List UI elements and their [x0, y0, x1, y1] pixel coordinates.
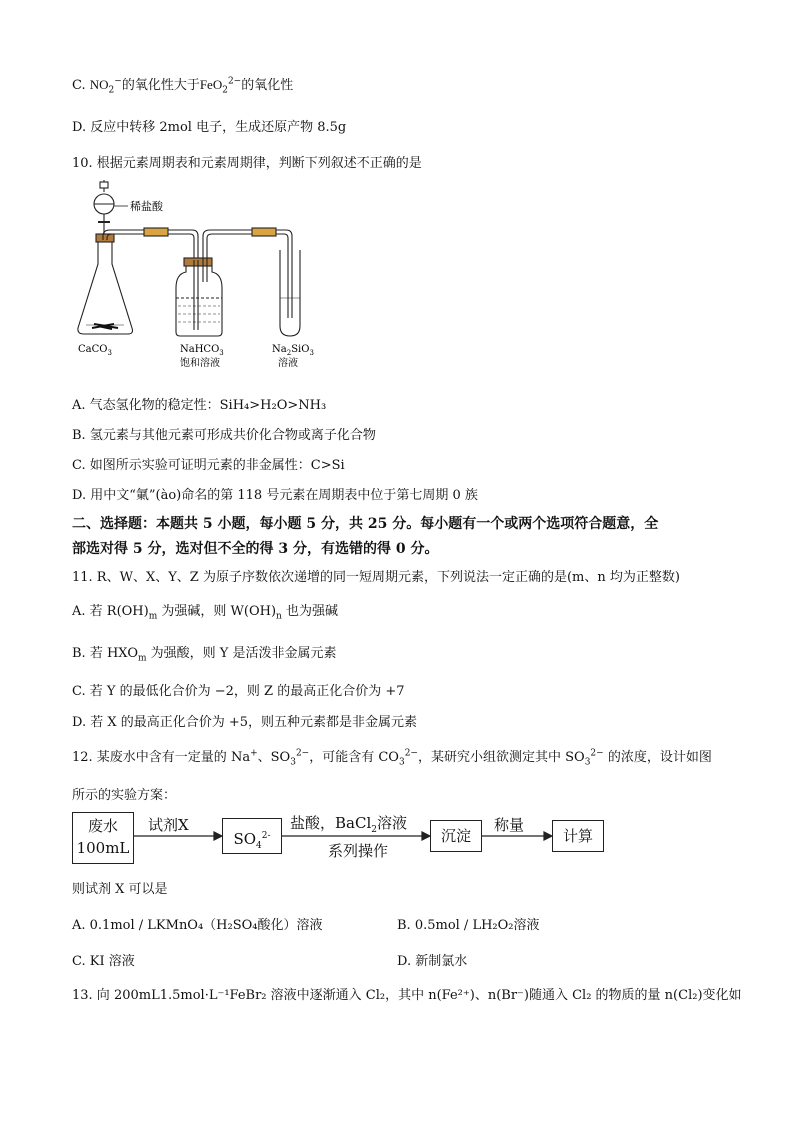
label-nahco3: NaHCO$_3$ — [180, 344, 224, 357]
q9-option-c: C. $NO_2^-$的氧化性大于FeO$_2^{2-}$的氧化性 — [72, 76, 294, 96]
q12-ask: 则试剂 X 可以是 — [72, 882, 168, 897]
flow-box-calculate: 计算 — [552, 820, 604, 852]
q12-option-b: B. 0.5mol / LH₂O₂溶液 — [397, 918, 540, 933]
experiment-flowchart — [72, 810, 612, 870]
connecting-tube-2 — [203, 228, 292, 318]
q12-option-c: C. KI 溶液 — [72, 954, 135, 969]
section2-line2: 部选对得 5 分，选对但不全的得 3 分，有选错的得 0 分。 — [72, 541, 439, 557]
q12-stem: 12. 某废水中含有一定量的 Na+、$SO_3^{2-}$，可能含有 $CO_3^{2-}$，某研究小组欲测定其中 $SO_3^{2-}$ 的浓度，设计如图 — [72, 748, 712, 768]
q12-stem-line2: 所示的实验方案： — [72, 788, 177, 803]
flow-arrows-svg — [72, 810, 612, 870]
apparatus-diagram — [72, 178, 332, 373]
label-na2sio3: $Na_2SiO_3$ — [272, 344, 314, 357]
q10-stem: 10. 根据元素周期表和元素周期律，判断下列叙述不正确的是 — [72, 156, 422, 171]
q11-option-b: B. 若 $HXO_m$ 为强酸，则 Y 是活泼非金属元素 — [72, 646, 337, 664]
label-na2sio3-sol: 溶液 — [278, 358, 298, 369]
flow-box-precipitate: 沉淀 — [430, 820, 482, 852]
separatory-funnel — [94, 180, 114, 236]
flow-arrow2-label-top: 盐酸，BaCl$_2$溶液 — [290, 814, 407, 835]
test-tube — [280, 250, 300, 336]
label-acid: 稀盐酸 — [130, 200, 163, 213]
q10-option-d: D. 用中文“氭”(ào)命名的第 118 号元素在周期表中位于第七周期 0 族 — [72, 488, 478, 503]
q10-option-b: B. 氢元素与其他元素可形成共价化合物或离子化合物 — [72, 428, 376, 443]
q10-option-c: C. 如图所示实验可证明元素的非金属性：C>Si — [72, 458, 345, 473]
flow-box-wastewater: 废水 100mL — [72, 812, 134, 864]
erlenmeyer-flask — [78, 234, 133, 334]
q12-option-d: D. 新制氯水 — [397, 954, 468, 969]
flow-box-sulfate: $SO_4^{2-}$ — [222, 818, 282, 854]
flow-arrow3-label: 称量 — [494, 816, 525, 834]
connecting-tube-1 — [103, 228, 198, 260]
q9-option-d: D. 反应中转移 2mol 电子，生成还原产物 8.5g — [72, 120, 347, 135]
q11-option-a: A. 若 $R(OH)_m$ 为强碱，则 $W(OH)_n$ 也为强碱 — [72, 604, 338, 622]
caco3-solid — [92, 324, 118, 329]
label-nahco3-sat: 饱和溶液 — [180, 358, 220, 369]
flow-arrow2-label-bottom: 系列操作 — [328, 842, 389, 860]
wash-bottle — [176, 258, 222, 336]
q11-stem: 11. R、W、X、Y、Z 为原子序数依次递增的同一短周期元素，下列说法一定正确的是(m、n 均为正整数) — [72, 570, 680, 585]
q11-option-c: C. 若 Y 的最低化合价为 −2，则 Z 的最高正化合价为 +7 — [72, 684, 405, 699]
label-caco3: CaCO$_3$ — [78, 344, 112, 357]
q12-option-a: A. 0.1mol / LKMnO₄（H₂SO₄酸化）溶液 — [72, 918, 323, 933]
flow-arrow1-label: 试剂X — [148, 816, 189, 834]
apparatus-svg — [72, 178, 332, 373]
section2-line1: 二、选择题：本题共 5 小题，每小题 5 分，共 25 分。每小题有一个或两个选项符合题意，全 — [72, 516, 659, 532]
q10-option-a: A. 气态氢化物的稳定性：SiH₄>H₂O>NH₃ — [72, 398, 327, 413]
q11-option-d: D. 若 X 的最高正化合价为 +5，则五种元素都是非金属元素 — [72, 715, 418, 730]
q13-stem: 13. 向 200mL1.5mol·L⁻¹FeBr₂ 溶液中逐渐通入 Cl₂，其中 n(Fe²⁺)、n(Br⁻)随通入 Cl₂ 的物质的量 n(Cl₂)变化如 — [72, 988, 742, 1003]
